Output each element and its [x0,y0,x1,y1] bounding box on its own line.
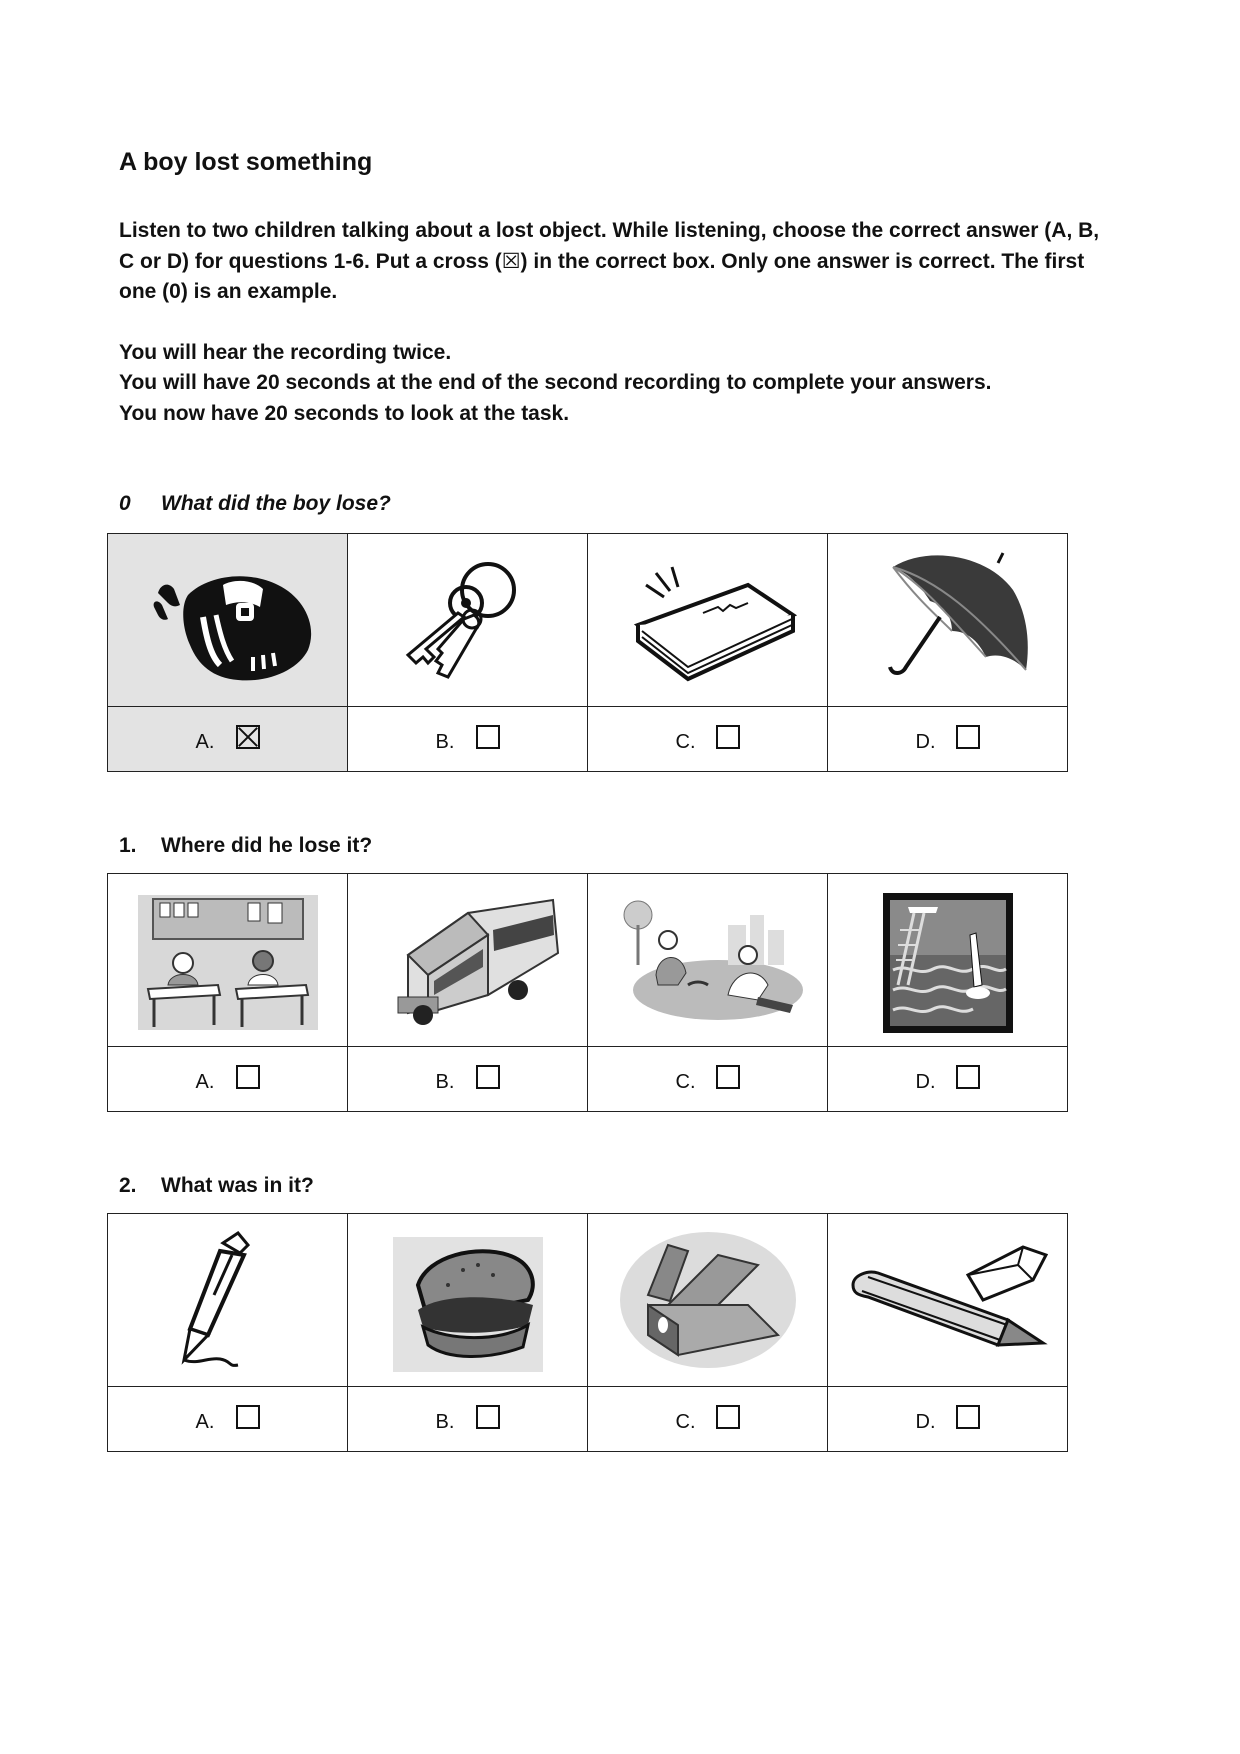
option-a-image [108,534,348,707]
option-letter: A. [195,1070,215,1093]
option-d-image [828,874,1068,1047]
checkbox[interactable] [476,1405,500,1429]
option-d-image [828,534,1068,707]
option-d[interactable] [828,1047,1068,1112]
option-b[interactable] [348,1387,588,1452]
answer-time-note: You will have 20 seconds at the end of the second recording to complete your answers. [119,371,992,394]
question-number: 0 [119,492,131,515]
question-text: What did the boy lose? [161,492,391,515]
option-d[interactable] [828,1387,1068,1452]
option-letter: C. [675,1410,696,1433]
recording-note: You will hear the recording twice. [119,340,452,364]
option-d-image [828,1214,1068,1387]
option-letter: A. [195,1410,215,1433]
option-c[interactable] [588,1387,828,1452]
book-icon [608,545,808,695]
option-b[interactable] [348,1047,588,1112]
option-c-image [588,1214,828,1387]
umbrella-icon [848,545,1048,695]
instructions [119,216,1119,429]
option-letter: D. [915,730,936,753]
question-2-options [107,1213,1068,1452]
option-letter: D. [915,1410,936,1433]
option-b-image [348,534,588,707]
option-letter: B. [435,1070,455,1093]
checkbox[interactable] [236,1405,260,1429]
option-letter: B. [435,730,455,753]
bus-icon [368,885,568,1035]
option-c-image [588,534,828,707]
question-1-heading [119,834,372,858]
question-text: Where did he lose it? [161,834,373,857]
option-b-image [348,874,588,1047]
option-letter: C. [675,730,696,753]
swimming-pool-icon [848,885,1048,1035]
question-0-heading [119,492,391,516]
option-d[interactable] [828,707,1068,772]
question-0-options [107,533,1068,772]
picnic-park-icon [608,885,808,1035]
option-a[interactable] [108,1047,348,1112]
option-a[interactable] [108,707,348,772]
checked-checkbox[interactable] [236,725,260,749]
question-number: 2. [119,1174,137,1197]
backpack-icon [128,545,328,695]
look-time-note: You now have 20 seconds to look at the task. [119,401,570,425]
option-a-image [108,874,348,1047]
question-2-heading [119,1174,314,1198]
sandwich-icon [368,1225,568,1375]
folder-binder-icon [608,1225,808,1375]
option-letter: D. [915,1070,936,1093]
pencil-icon [848,1225,1048,1375]
checkbox[interactable] [956,1065,980,1089]
checkbox[interactable] [716,725,740,749]
option-a-image [108,1214,348,1387]
checkbox[interactable] [956,1405,980,1429]
option-letter: B. [435,1410,455,1433]
instructions-paragraph: Listen to two children talking about a lost object. While listening, choose the correct answer (A, B, C or D) for questions 1-6. Put a cross (☒) in the correct box. Only one answer is correct. The first one (0) is an example. [119,219,1100,303]
checkbox[interactable] [236,1065,260,1089]
page-title: A boy lost something [119,148,373,176]
option-letter: A. [195,730,215,753]
option-c[interactable] [588,707,828,772]
option-c[interactable] [588,1047,828,1112]
option-b[interactable] [348,707,588,772]
classroom-icon [128,885,328,1035]
checkbox[interactable] [716,1065,740,1089]
checkbox[interactable] [476,1065,500,1089]
option-b-image [348,1214,588,1387]
option-letter: C. [675,1070,696,1093]
question-text: What was in it? [161,1174,314,1197]
checkbox[interactable] [716,1405,740,1429]
checkbox[interactable] [956,725,980,749]
fountain-pen-icon [128,1225,328,1375]
keys-icon [368,545,568,695]
option-c-image [588,874,828,1047]
question-1-options [107,873,1068,1112]
question-number: 1. [119,834,137,857]
checkbox[interactable] [476,725,500,749]
option-a[interactable] [108,1387,348,1452]
